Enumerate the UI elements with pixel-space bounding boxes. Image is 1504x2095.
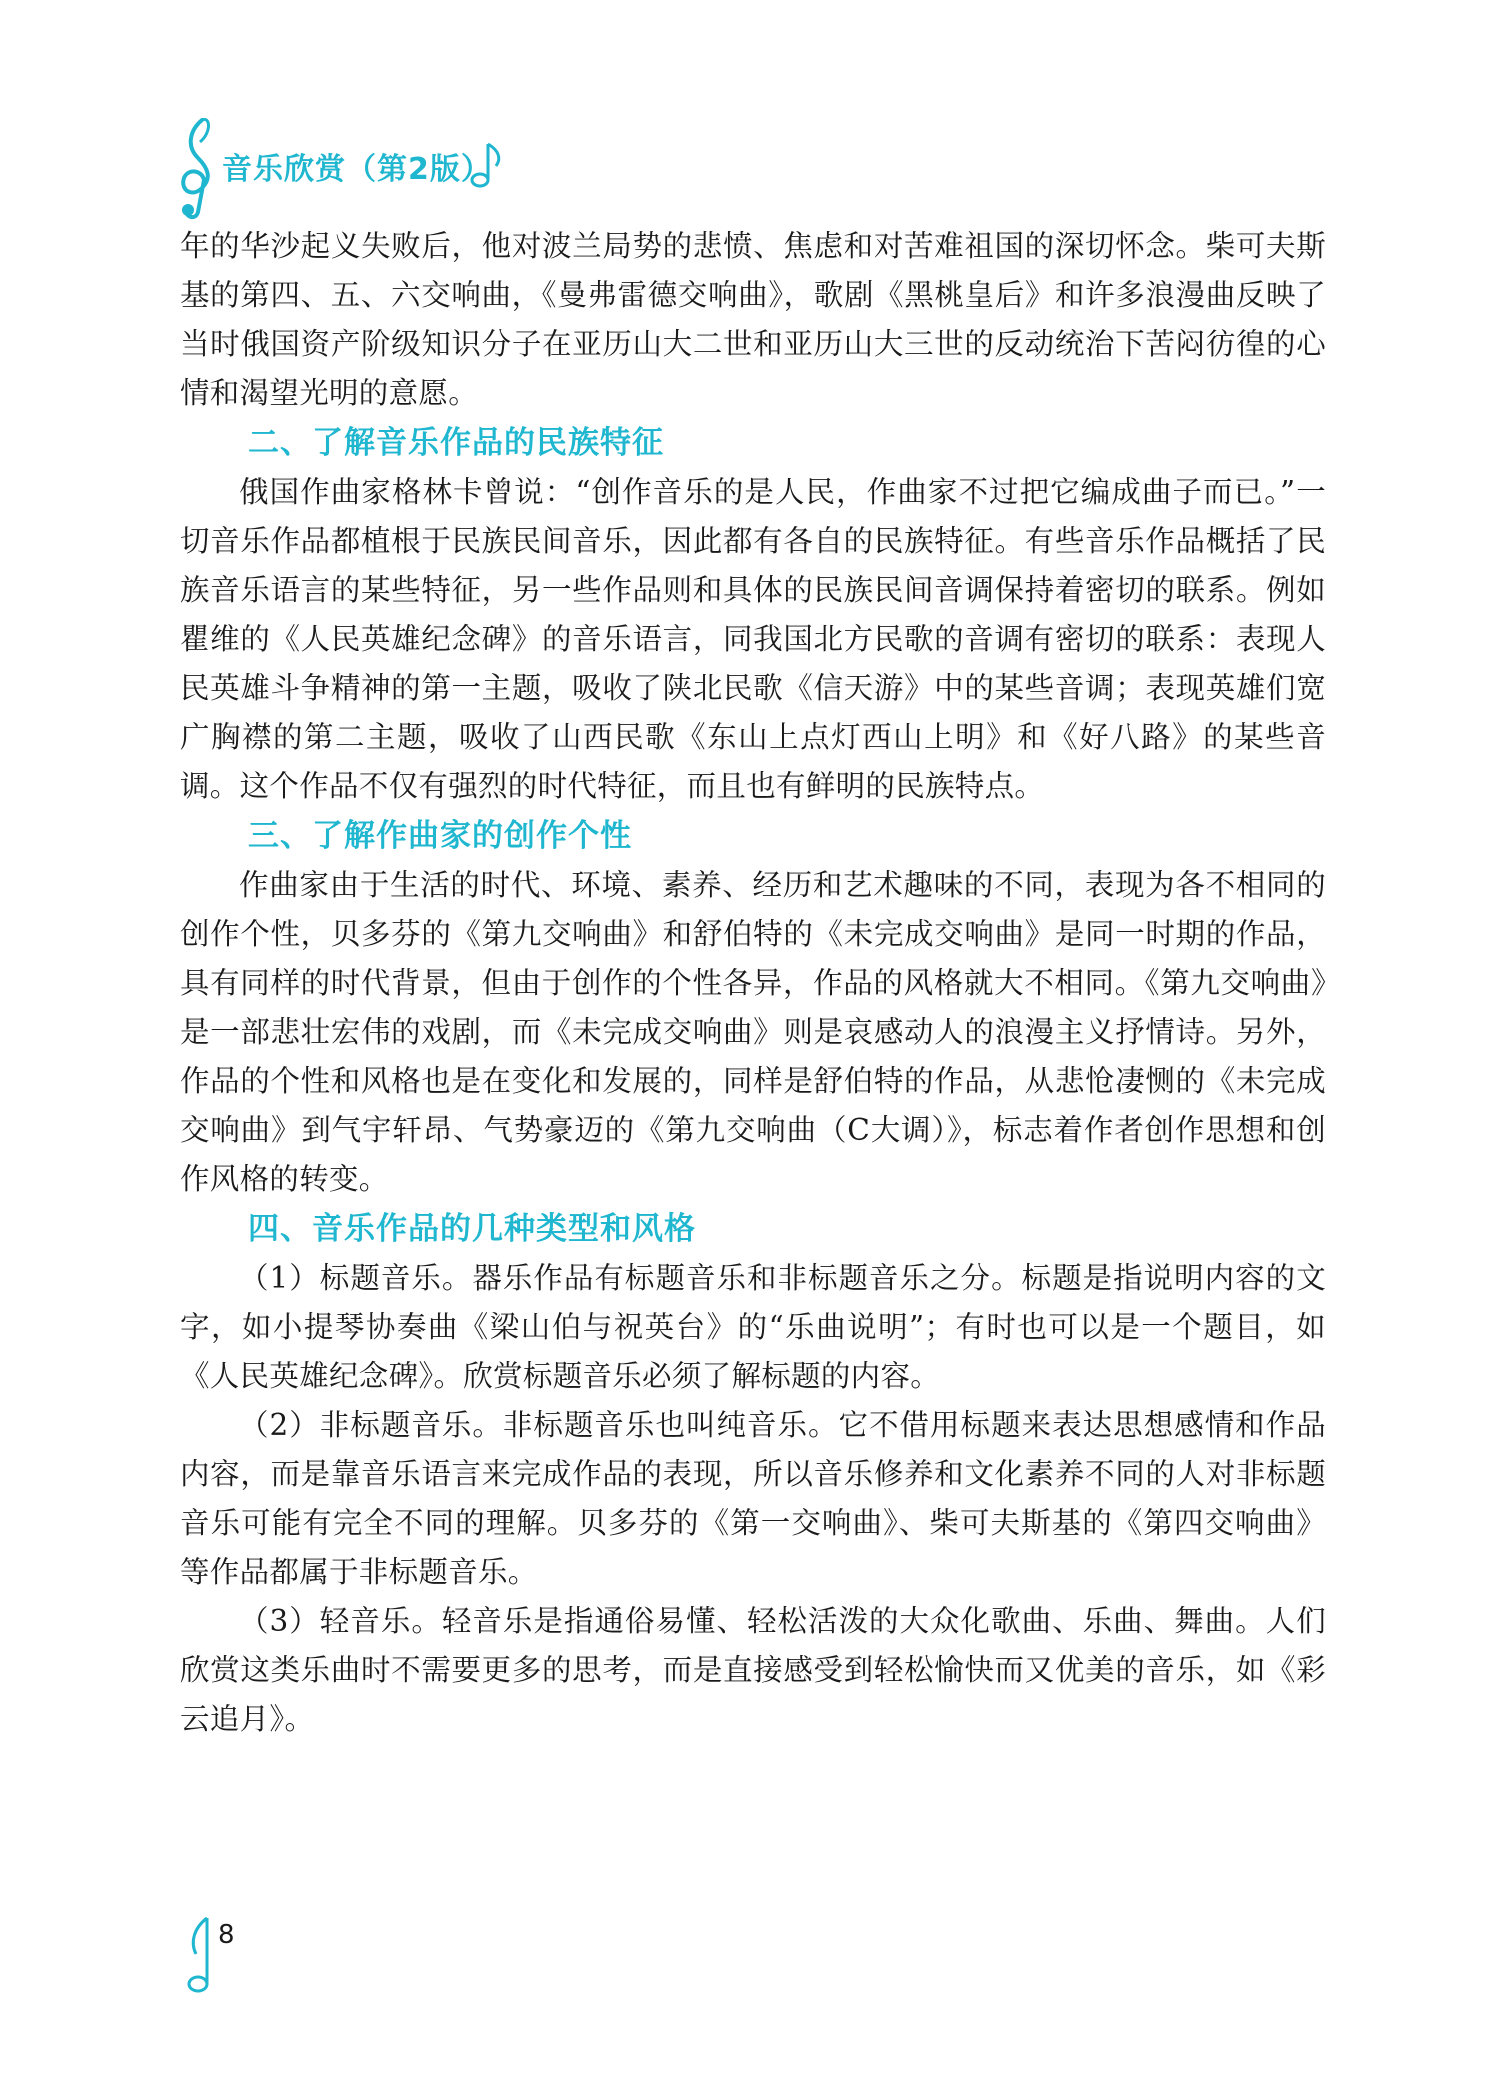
section-heading-2: 二、了解音乐作品的民族特征: [248, 425, 664, 461]
paragraph-4: （1）标题音乐。器乐作品有标题音乐和非标题音乐之分。标题是指说明内容的文字，如小提琴协奏曲《梁山伯与祝英台》的“乐曲说明”；有时也可以是一个题目，如《人民英雄纪念碑》。欣赏标题音乐必须了解标题的内容。: [180, 1261, 1326, 1393]
page-number: 8: [218, 1920, 235, 1950]
paragraph-6: （3）轻音乐。轻音乐是指通俗易懂、轻松活泼的大众化歌曲、乐曲、舞曲。人们欣赏这类乐曲时不需要更多的思考，而是直接感受到轻松愉快而又优美的音乐，如《彩云追月》。: [180, 1604, 1326, 1736]
section-heading-4: 四、音乐作品的几种类型和风格: [248, 1211, 696, 1247]
paragraph-3: 作曲家由于生活的时代、环境、素养、经历和艺术趣味的不同，表现为各不相同的创作个性，贝多芬的《第九交响曲》和舒伯特的《未完成交响曲》是同一时期的作品，具有同样的时代背景，但由于创作的个性各异，作品的风格就大不相同。《第九交响曲》是一部悲壮宏伟的戏剧，而《未完成交响曲》则是哀感动人的浪漫主义抒情诗。另外，作品的个性和风格也是在变化和发展的，同样是舒伯特的作品，从悲怆凄恻的《未完成交响曲》到气宇轩昂、气势豪迈的《第九交响曲（C大调）》，标志着作者创作思想和创作风格的转变。: [180, 868, 1326, 1196]
section-heading-3: 三、了解作曲家的创作个性: [248, 818, 632, 854]
paragraph-5: （2）非标题音乐。非标题音乐也叫纯音乐。它不借用标题来表达思想感情和作品内容，而是靠音乐语言来完成作品的表现，所以音乐修养和文化素养不同的人对非标题音乐可能有完全不同的理解。贝多芬的《第一交响曲》、柴可夫斯基的《第四交响曲》等作品都属于非标题音乐。: [180, 1408, 1326, 1589]
running-header: [172, 112, 592, 222]
eighth-note-icon: [468, 136, 508, 196]
header-title: 音乐欣赏（第2版）: [222, 152, 492, 187]
page-content: [180, 222, 1326, 1744]
page-footer: [186, 1910, 266, 2000]
paragraph-1: 年的华沙起义失败后，他对波兰局势的悲愤、焦虑和对苦难祖国的深切怀念。柴可夫斯基的第四、五、六交响曲，《曼弗雷德交响曲》，歌剧《黑桃皇后》和许多浪漫曲反映了当时俄国资产阶级知识分子在亚历山大二世和亚历山大三世的反动统治下苦闷彷徨的心情和渴望光明的意愿。: [180, 229, 1326, 410]
paragraph-2: 俄国作曲家格林卡曾说：“创作音乐的是人民，作曲家不过把它编成曲子而已。”一切音乐作品都植根于民族民间音乐，因此都有各自的民族特征。有些音乐作品概括了民族音乐语言的某些特征，另一些作品则和具体的民族民间音调保持着密切的联系。例如瞿维的《人民英雄纪念碑》的音乐语言，同我国北方民歌的音调有密切的联系：表现人民英雄斗争精神的第一主题，吸收了陕北民歌《信天游》中的某些音调；表现英雄们宽广胸襟的第二主题，吸收了山西民歌《东山上点灯西山上明》和《好八路》的某些音调。这个作品不仅有强烈的时代特征，而且也有鲜明的民族特点。: [180, 475, 1326, 803]
